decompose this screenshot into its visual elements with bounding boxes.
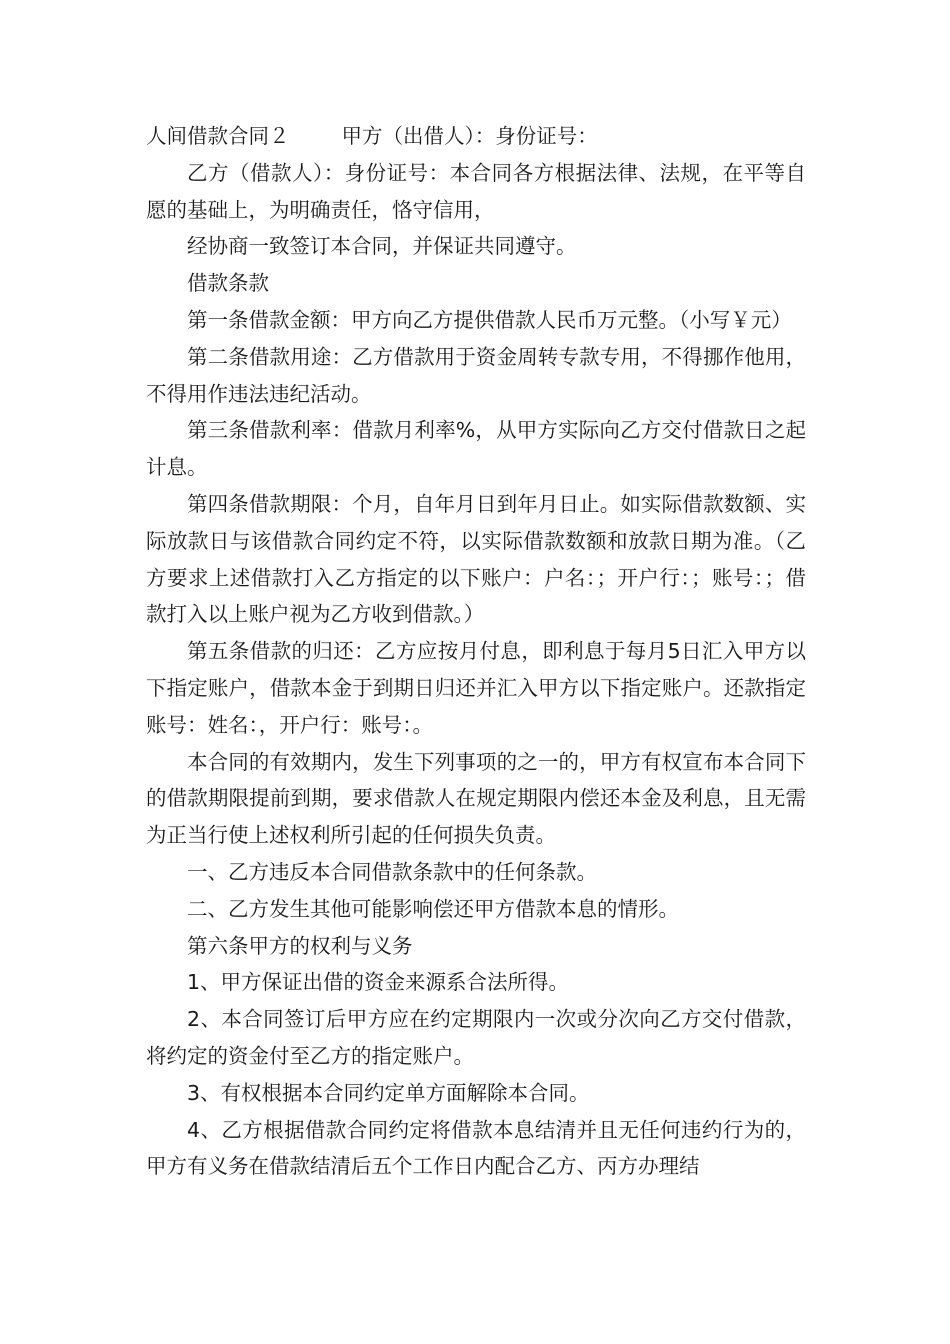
article-6-heading: 第六条甲方的权利与义务 (187, 933, 413, 958)
article-5-repayment: 第五条借款的归还：乙方应按月付息，即利息于每月5日汇入甲方以下指定账户，借款本金于到期日归还并汇入甲方以下指定账户。还款指定账号：姓名：，开户行：账号：。 (146, 639, 806, 737)
article-1-loan-amount: 第一条借款金额：甲方向乙方提供借款人民币万元整。（小写￥元） (187, 307, 792, 332)
list-item-other-risk: 二、乙方发生其他可能影响偿还甲方借款本息的情形。 (187, 896, 679, 921)
paragraph-acceleration: 本合同的有效期内，发生下列事项的之一的，甲方有权宣布本合同下的借款期限提前到期，要求借款人在规定期限内偿还本金及利息，且无需为正当行使上述权利所引起的任何损失负责。 (146, 749, 806, 848)
paragraph-agreement: 经协商一致签订本合同，并保证共同遵守。 (187, 234, 577, 259)
section-heading-loan-terms: 借款条款 (187, 271, 269, 296)
article-2-loan-purpose: 第二条借款用途：乙方借款用于资金周转专款专用，不得挪作他用，不得用作违法违纪活动。 (146, 344, 806, 406)
article-6-item-1: 1、甲方保证出借的资金来源系合法所得。 (187, 970, 570, 995)
article-3-interest-rate: 第三条借款利率：借款月利率%，从甲方实际向乙方交付借款日之起计息。 (146, 418, 806, 480)
article-6-item-2: 2、本合同签订后甲方应在约定期限内一次或分次向乙方交付借款，将约定的资金付至乙方的指定账户。 (146, 1007, 806, 1068)
list-item-breach: 一、乙方违反本合同借款条款中的任何条款。 (187, 859, 597, 884)
party-a-line: 甲方（出借人）：身份证号： (341, 124, 598, 148)
title-line (146, 118, 806, 155)
article-6-item-4: 4、乙方根据借款合同约定将借款本息结清并且无任何违约行为的，甲方有义务在借款结清后五个工作日内配合乙方、丙方办理结 (146, 1117, 806, 1179)
article-4-loan-term: 第四条借款期限：个月，自年月日到年月日止。如实际借款数额、实际放款日与该借款合同约定不符，以实际借款数额和放款日期为准。（乙方要求上述借款打入乙方指定的以下账户：户名：；开户行：；账号：；借款打入以上账户视为乙方收到借款。） (146, 491, 806, 627)
article-6-item-3: 3、有权根据本合同约定单方面解除本合同。 (187, 1080, 590, 1105)
paragraph-party-b: 乙方（借款人）：身份证号：本合同各方根据法律、法规，在平等自愿的基础上，为明确责任，恪守信用， (146, 160, 806, 222)
document-title: 人间借款合同２ (146, 124, 290, 148)
document-body (146, 118, 806, 1185)
